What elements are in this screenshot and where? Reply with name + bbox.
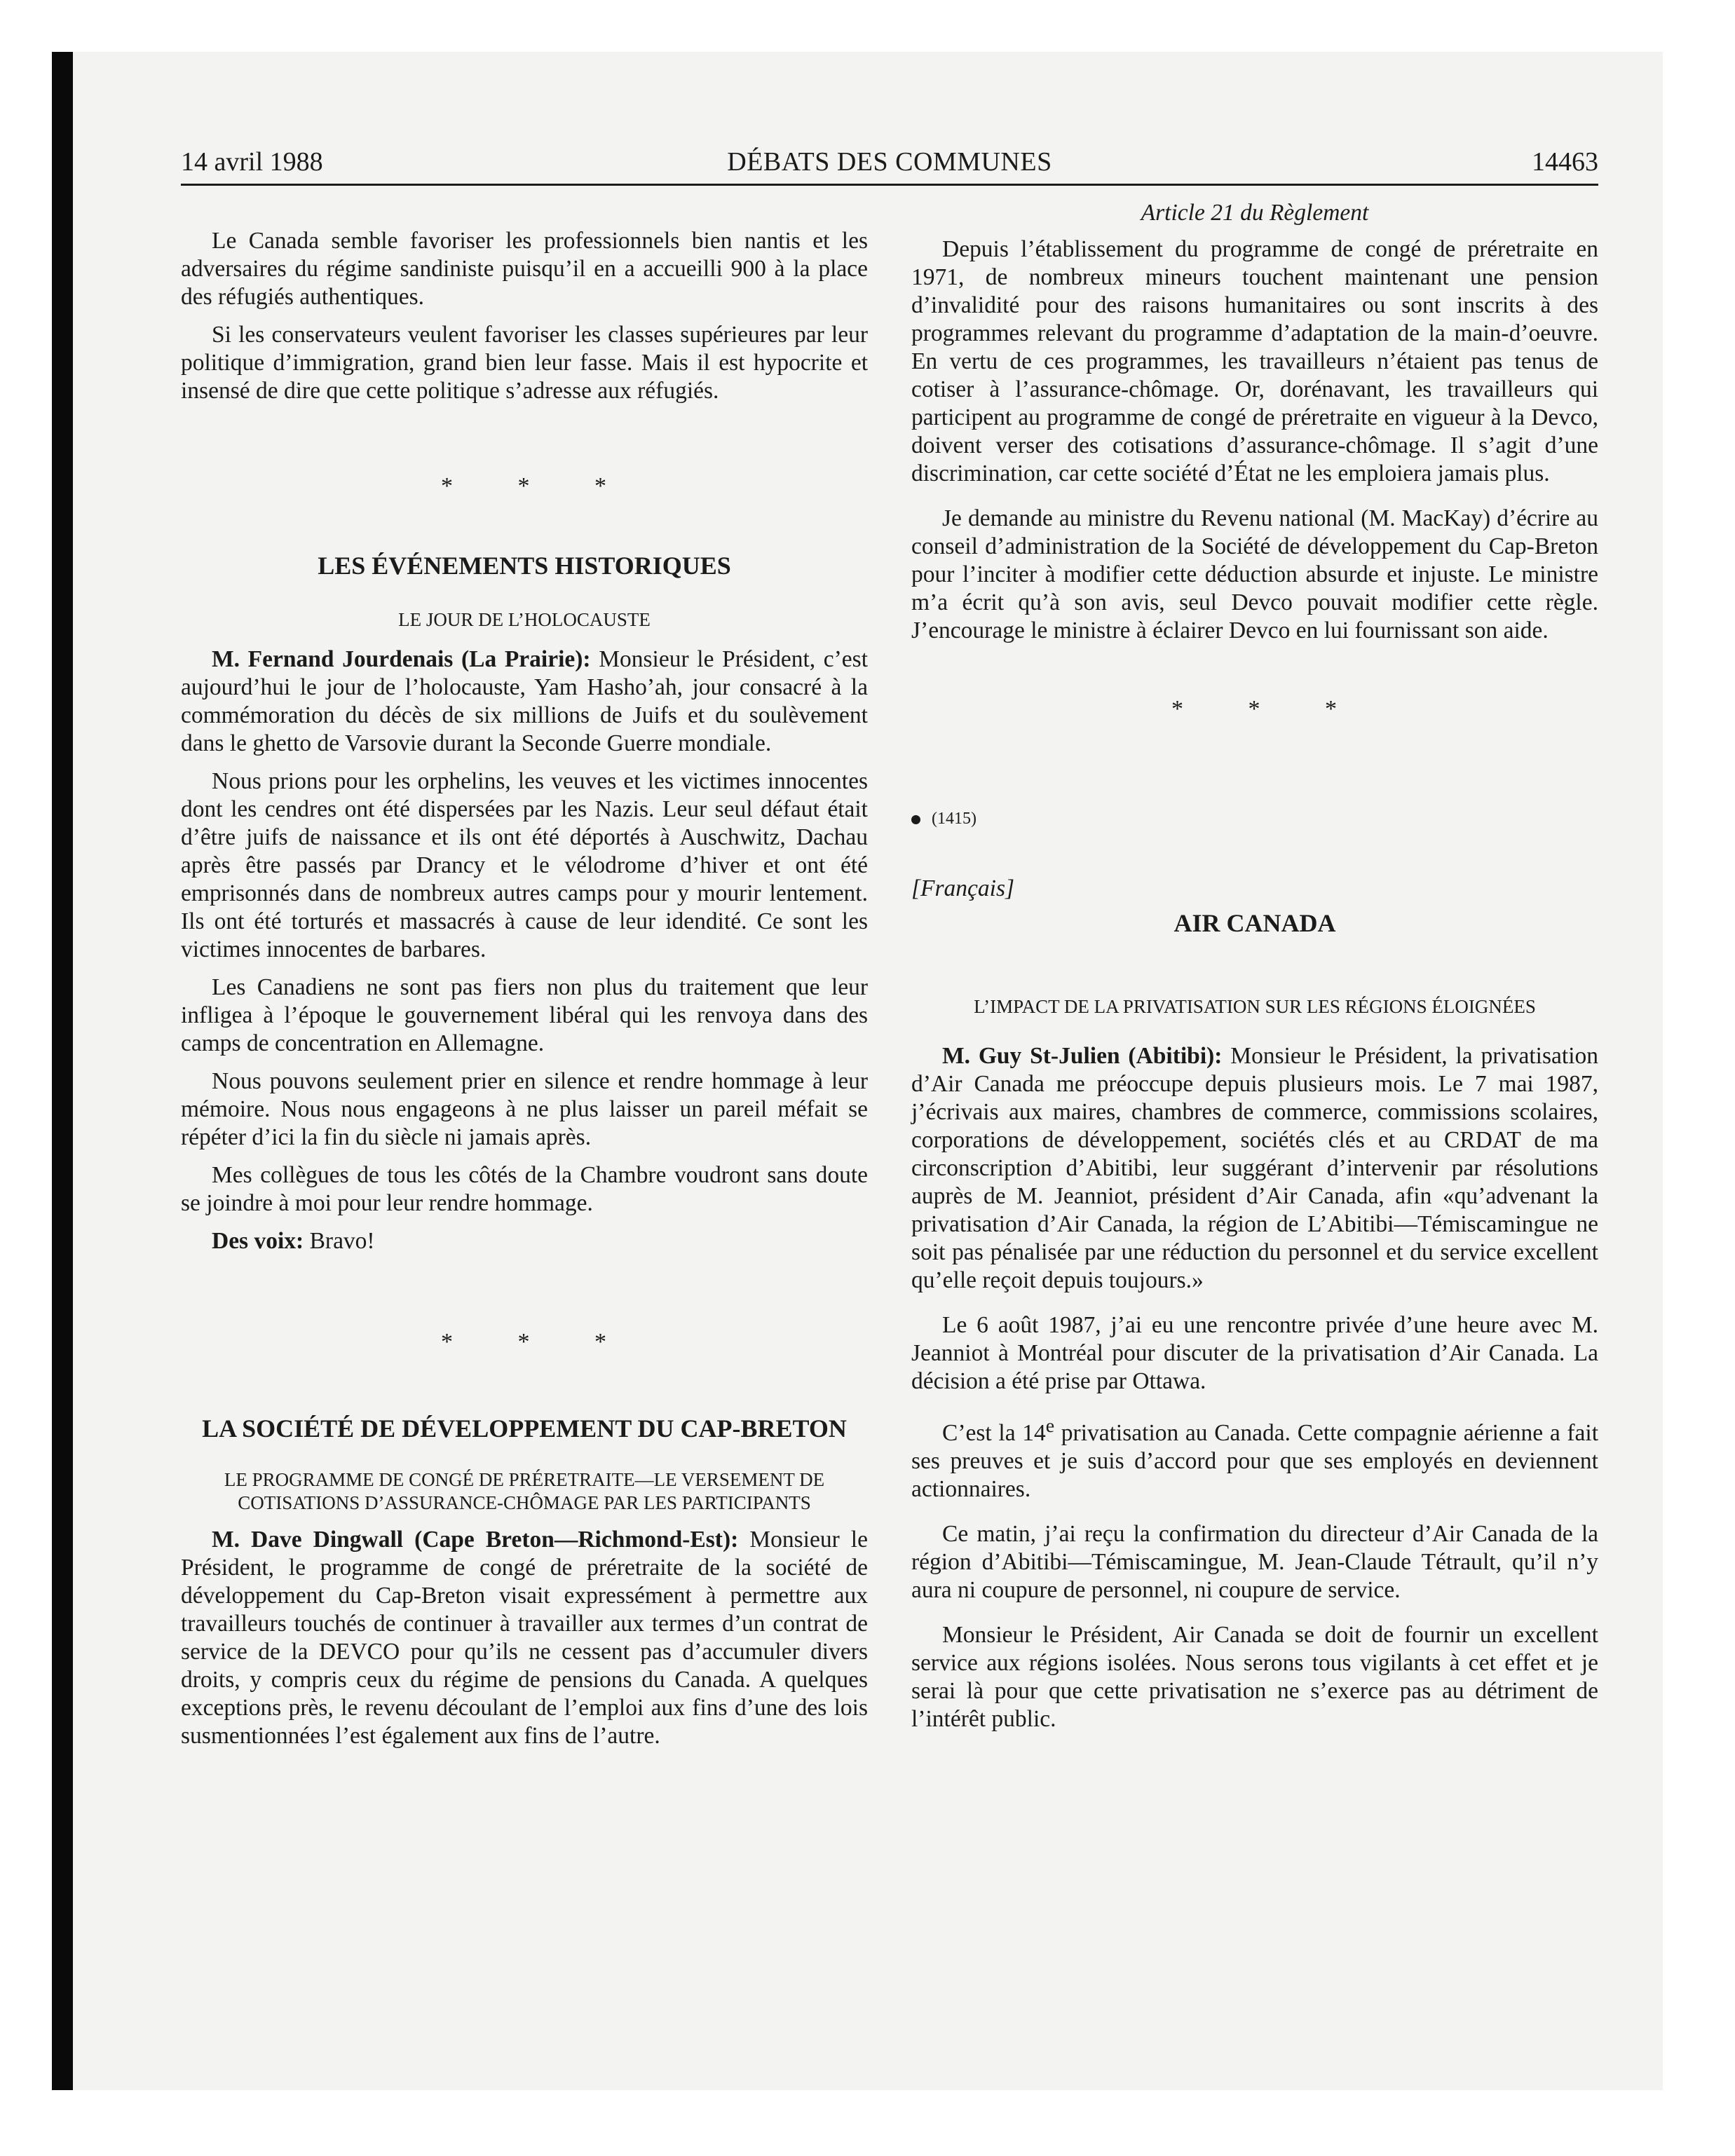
page-header [181, 144, 1598, 186]
speech-paragraph [181, 646, 868, 758]
paragraph: Nous prions pour les orphelins, les veuves et les victimes innocentes dont les cendres ont été dispersées par les Nazis. Leur seul défaut était d’être juifs de naissance et ils ont été déportés à Auschwitz, Dachau après être passés par Drancy et le vélodrome d’hiver et ont été emprisonnés dans de nombreux autres camps pour y mourir lentement. Ils ont été torturés et massacrés à cause de leur idendité. Ce sont les victimes innocentes de barbares. [181, 768, 868, 962]
time-marker [911, 805, 1598, 833]
voices-text: Bravo! [309, 1228, 375, 1254]
section-title: AIR CANADA [1173, 909, 1336, 937]
paragraph: Nous pouvons seulement prier en silence et rendre hommage à leur mémoire. Nous nous engageons à ne plus laisser un pareil méfait se répéter d’ici la fin du siècle ni jamais après. [181, 1068, 868, 1150]
paragraph-text: privatisation au Canada. Cette compagnie aérienne a fait ses preuves et je suis d’accord pour que ses employés en deviennent actionnaires. [911, 1420, 1599, 1503]
left-column [181, 199, 868, 1750]
section-title: LA SOCIÉTÉ DE DÉVELOPPEMENT DU CAP-BRETON [202, 1414, 847, 1442]
paragraph: Depuis l’établissement du programme de congé de préretraite en 1971, de nombreux mineurs touchent maintenant une pension d’invalidité pour des raisons humanitaires ou sont inscrits à des programmes relevant du programme d’adaptation de la main-d’oeuvre. En vertu de ces programmes, les travailleurs n’étaient pas tenus de cotiser à l’assurance-chômage. Or, dorénavant, les travailleurs qui participent au programme de congé de préretraite en vigueur à la Devco, doivent verser des cotisations d’assurance-chômage. Il s’agit d’une discrimination, car cette société d’État ne les emploiera jamais plus. [911, 236, 1598, 486]
speaker-name: M. Fernand Jourdenais (La Prairie): [212, 646, 591, 672]
bullet-icon [911, 815, 920, 824]
time-marker-text: (1415) [932, 810, 977, 828]
right-column [911, 199, 1598, 1733]
speaker-name: M. Dave Dingwall (Cape Breton—Richmond-Est): [212, 1527, 739, 1553]
paragraph: Les Canadiens ne sont pas fiers non plus du traitement que leur infligea à l’époque le gouvernement libéral qui les renvoya dans des camps de concentration en Allemagne. [181, 974, 868, 1056]
speech-paragraph [911, 1042, 1598, 1295]
section-separator: * * * [441, 473, 636, 499]
speech-text: Monsieur le Président, la privatisation d’Air Canada me préoccupe depuis plusieurs mois. Le 7 mai 1987, j’écrivais aux maires, chambres de commerce, commissions scolaires, corporations de développement, sociétés clés et au CRDAT de ma circonscription d’Abitibi, leur suggérant d’intervenir par résolutions auprès de M. Jeanniot, président d’Air Canada, afin «qu’advenant la privatisation d’Air Canada, la région de L’Abitibi—Témiscamingue ne soit pas pénalisée par une réduction du personnel et du service excellent qu’elle reçoit depuis toujours.» [911, 1043, 1598, 1293]
voices-paragraph [181, 1227, 868, 1255]
paragraph: Ce matin, j’ai reçu la confirmation du directeur d’Air Canada de la région d’Abitibi—Témiscamingue, M. Jean-Claude Tétrault, qu’il n’y aura ni coupure de personnel, ni coupure de service. [911, 1521, 1598, 1604]
speech-paragraph [181, 1526, 868, 1750]
ordinal-suffix: e [1045, 1415, 1055, 1437]
paragraph [911, 1412, 1598, 1503]
section-title: LES ÉVÉNEMENTS HISTORIQUES [318, 552, 731, 580]
speaker-name: M. Guy St-Julien (Abitibi): [942, 1043, 1223, 1069]
section-subtitle: LE JOUR DE L’HOLOCAUSTE [398, 609, 651, 630]
article-heading: Article 21 du Règlement [1141, 200, 1369, 226]
paragraph: Je demande au ministre du Revenu national (M. MacKay) d’écrire au conseil d’administration de la Société de développement du Cap-Breton pour l’inciter à modifier cette déduction absurde et injuste. Le ministre m’a écrit qu’à son avis, seul Devco pouvait modifier cette règle. J’encourage le ministre à éclairer Devco en lui fournissant son aide. [911, 505, 1598, 643]
section-subtitle: L’IMPACT DE LA PRIVATISATION SUR LES RÉGIONS ÉLOIGNÉES [974, 996, 1536, 1017]
paragraph: Si les conservateurs veulent favoriser les classes supérieures par leur politique d’immigration, grand bien leur fasse. Mais il est hypocrite et insensé de dire que cette politique s’adresse aux réfugiés. [181, 322, 868, 404]
voices-label: Des voix: [212, 1228, 304, 1254]
page [181, 140, 1598, 2033]
language-marker: [Français] [911, 875, 1015, 901]
speech-text: Monsieur le Président, c’est aujourd’hui le jour de l’holocauste, Yam Hasho’ah, jour consacré à la commémoration du décès de six millions de Juifs et du soulèvement dans le ghetto de Varsovie durant la Seconde Guerre mondiale. [181, 646, 869, 756]
paragraph: Monsieur le Président, Air Canada se doit de fournir un excellent service aux régions isolées. Nous serons tous vigilants à cet effet et je serai là pour que cette privatisation ne s’exerce pas au détriment de l’intérêt public. [911, 1622, 1598, 1733]
section-subtitle: LE PROGRAMME DE CONGÉ DE PRÉRETRAITE—LE VERSEMENT DE COTISATIONS D’ASSURANCE-CHÔMAGE PAR LES PARTICIPANTS [224, 1469, 825, 1513]
header-page-number: 14463 [1532, 147, 1598, 177]
paragraph: Mes collègues de tous les côtés de la Chambre voudront sans doute se joindre à moi pour leur rendre hommage. [181, 1162, 868, 1216]
header-title: DÉBATS DES COMMUNES [727, 147, 1052, 177]
section-separator: * * * [441, 1329, 636, 1355]
header-date: 14 avril 1988 [181, 147, 323, 177]
paragraph-text: C’est la 14 [942, 1420, 1046, 1447]
paragraph: Le 6 août 1987, j’ai eu une rencontre privée d’une heure avec M. Jeanniot à Montréal pour discuter de la privatisation d’Air Canada. La décision a été prise par Ottawa. [911, 1312, 1598, 1394]
scan-edge-bar [52, 52, 73, 2090]
section-separator: * * * [1171, 696, 1366, 722]
speech-text: Monsieur le Président, le programme de congé de préretraite de la société de développement du Cap-Breton visait expressément à permettre aux travailleurs touchés de continuer à travailler aux termes d’un contrat de service de la DEVCO pour qu’ils ne cessent pas d’accumuler divers droits, y compris ceux du régime de pensions du Canada. A quelques exceptions près, le revenu découlant de l’emploi aux fins d’une des lois susmentionnées l’est également aux fins de l’autre. [181, 1527, 868, 1749]
paragraph: Le Canada semble favoriser les professionnels bien nantis et les adversaires du régime sandiniste puisqu’il en a accueilli 900 à la place des réfugiés authentiques. [181, 228, 868, 310]
